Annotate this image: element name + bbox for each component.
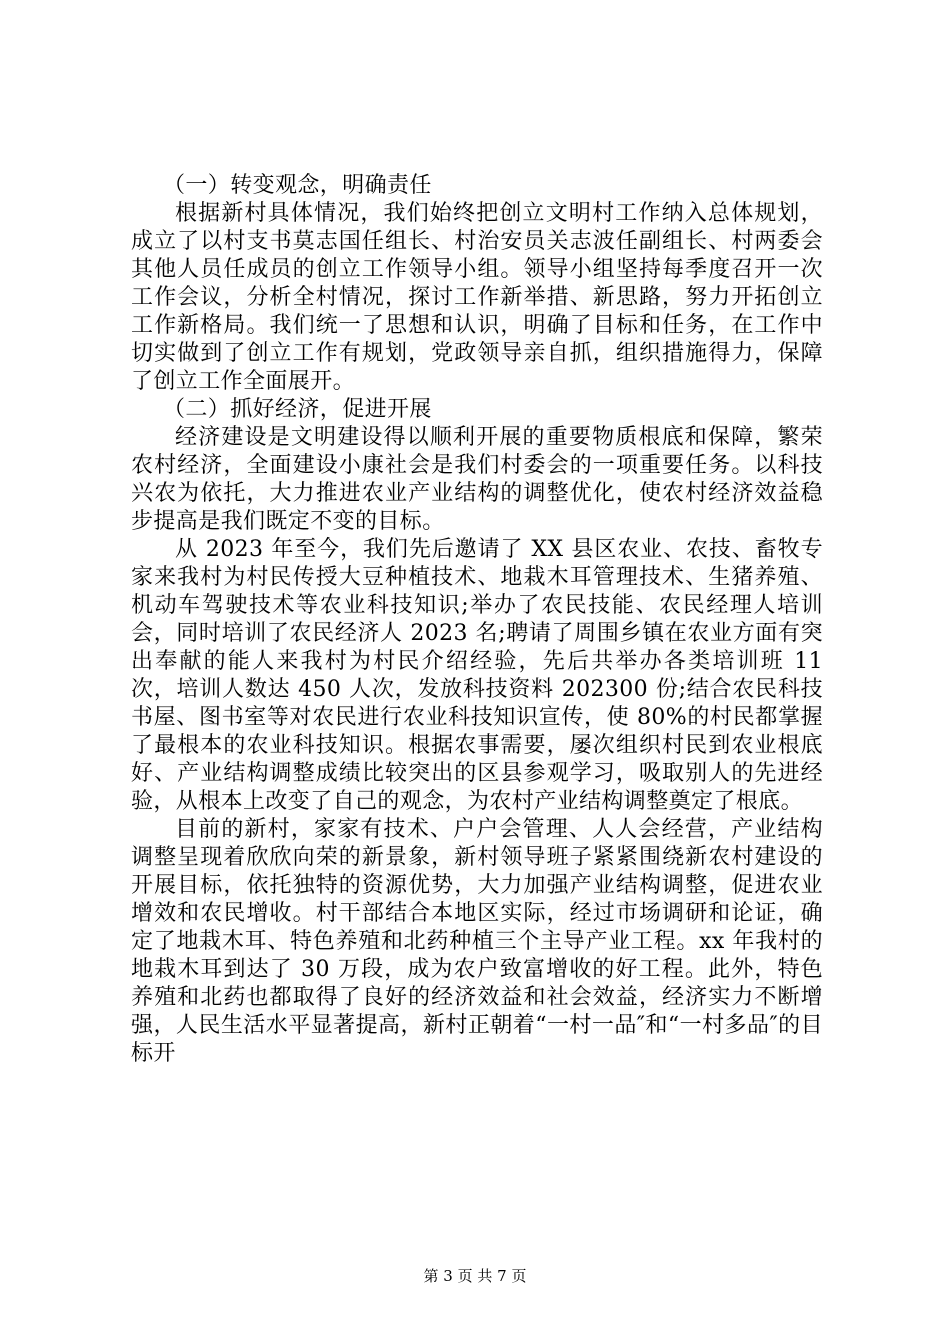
section-heading-2: （二）抓好经济，促进开展	[163, 397, 432, 422]
section-heading-1: （一）转变观念，明确责任	[163, 173, 432, 198]
paragraph-economy-intro: 经济建设是文明建设得以顺利开展的重要物质根底和保障，繁荣农村经济，全面建设小康社会是我们村委会的一项重要任务。以科技兴农为依托，大力推进农业产业结构的调整优化，使农村经济效益稳步提高是我们既定不变的目标。	[131, 425, 823, 534]
page-number-footer: 第 3 页 共 7 页	[423, 1267, 527, 1285]
document-body	[131, 172, 823, 1068]
paragraph-leadership: 根据新村具体情况，我们始终把创立文明村工作纳入总体规划，成立了以村支书莫志国任组长、村治安员关志波任副组长、村两委会其他人员任成员的创立工作领导小组。领导小组坚持每季度召开一次工作会议，分析全村情况，探讨工作新举措、新思路，努力开拓创立工作新格局。我们统一了思想和认识，明确了目标和任务，在工作中切实做到了创立工作有规划，党政领导亲自抓，组织措施得力，保障了创立工作全面展开。	[131, 201, 823, 394]
paragraph-industry: 目前的新村，家家有技术、户户会管理、人人会经营，产业结构调整呈现着欣欣向荣的新景象，新村领导班子紧紧围绕新农村建设的开展目标，依托独特的资源优势，大力加强产业结构调整，促进农业增效和农民增收。村干部结合本地区实际，经过市场调研和论证，确定了地栽木耳、特色养殖和北药种植三个主导产业工程。xx 年我村的地栽木耳到达了 30 万段，成为农户致富增收的好工程。此外，特色养殖和北药也都取得了良好的经济效益和社会效益，经济实力不断增强，人民生活水平显著提高，新村正朝着“一村一品″和“一村多品″的目标开	[131, 817, 823, 1066]
paragraph-training: 从 2023 年至今，我们先后邀请了 XX 县区农业、农技、畜牧专家来我村为村民传授大豆种植技术、地栽木耳管理技术、生猪养殖、机动车驾驶技术等农业科技知识;举办了农民技能、农民经理人培训会，同时培训了农民经济人 2023 名;聘请了周围乡镇在农业方面有突出奉献的能人来我村为村民介绍经验，先后共举办各类培训班 11 次，培训人数达 450 人次，发放科技资料 202300 份;结合农民科技书屋、图书室等对农民进行农业科技知识宣传，使 80%的村民都掌握了最根本的农业科技知识。根据农事需要，屡次组织村民到农业根底好、产业结构调整成绩比较突出的区县参观学习，吸取别人的先进经验，从根本上改变了自己的观念，为农村产业结构调整奠定了根底。	[131, 537, 823, 814]
